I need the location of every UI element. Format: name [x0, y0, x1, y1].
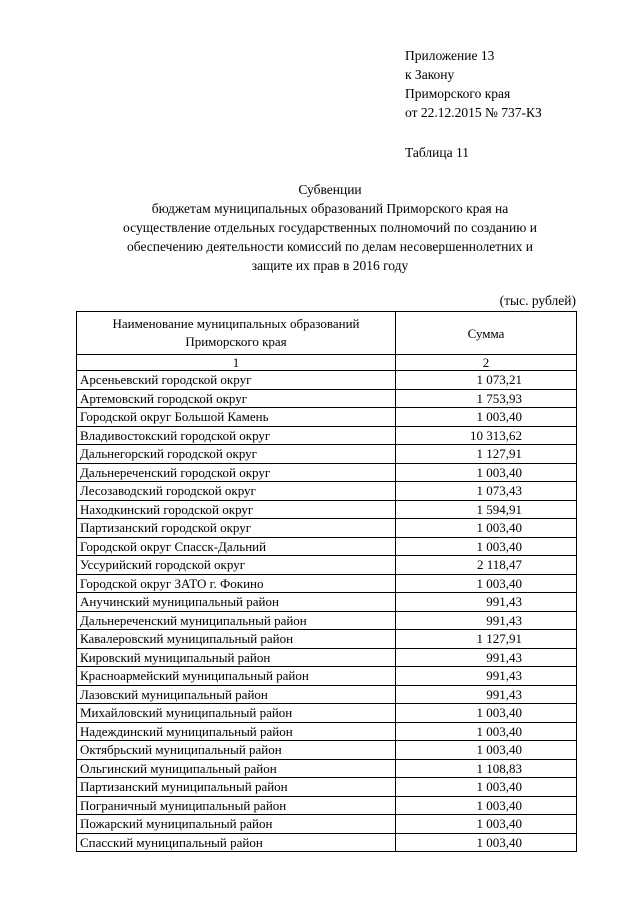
table-row — [77, 408, 577, 427]
column-number-1: 1 — [77, 355, 396, 371]
document-title — [80, 180, 580, 275]
municipality-name: Партизанский муниципальный район — [77, 778, 396, 797]
municipality-name: Пожарский муниципальный район — [77, 815, 396, 834]
municipality-name: Уссурийский городской округ — [77, 556, 396, 575]
municipality-name: Лесозаводский городской округ — [77, 482, 396, 501]
units-label: (тыс. рублей) — [499, 293, 576, 308]
subsidy-amount: 1 003,40 — [396, 408, 577, 427]
municipality-name: Спасский муниципальный район — [77, 833, 396, 852]
subsidy-amount: 1 073,21 — [396, 371, 577, 390]
municipality-name: Городской округ Большой Камень — [77, 408, 396, 427]
table-row — [77, 741, 577, 760]
subsidy-amount: 1 073,43 — [396, 482, 577, 501]
subsidy-table — [76, 311, 577, 852]
municipality-name: Кавалеровский муниципальный район — [77, 630, 396, 649]
title-line-1: Субвенции — [298, 182, 362, 197]
table-row — [77, 519, 577, 538]
subsidy-amount: 991,43 — [396, 611, 577, 630]
municipality-name: Михайловский муниципальный район — [77, 704, 396, 723]
subsidy-amount: 1 753,93 — [396, 389, 577, 408]
municipality-name: Артемовский городской округ — [77, 389, 396, 408]
subsidy-amount: 1 003,40 — [396, 741, 577, 760]
subsidy-amount: 1 003,40 — [396, 463, 577, 482]
table-row — [77, 371, 577, 390]
municipality-name: Надеждинский муниципальный район — [77, 722, 396, 741]
table-body — [77, 371, 577, 852]
table-row — [77, 722, 577, 741]
municipality-name: Красноармейский муниципальный район — [77, 667, 396, 686]
subsidy-amount: 1 003,40 — [396, 815, 577, 834]
appendix-region: Приморского края — [405, 86, 511, 101]
table-row — [77, 574, 577, 593]
subsidy-amount: 1 003,40 — [396, 796, 577, 815]
table-row — [77, 833, 577, 852]
table-row — [77, 500, 577, 519]
municipality-name: Владивостокский городской округ — [77, 426, 396, 445]
appendix-header — [405, 46, 542, 122]
subsidy-amount: 1 003,40 — [396, 778, 577, 797]
municipality-name: Партизанский городской округ — [77, 519, 396, 538]
title-line-5: защите их прав в 2016 году — [251, 258, 409, 273]
table-row — [77, 389, 577, 408]
subsidy-amount: 2 118,47 — [396, 556, 577, 575]
municipality-name: Дальнереченский городской округ — [77, 463, 396, 482]
table-row — [77, 648, 577, 667]
municipality-name: Дальнереченский муниципальный район — [77, 611, 396, 630]
subsidy-amount: 1 003,40 — [396, 519, 577, 538]
municipality-name: Лазовский муниципальный район — [77, 685, 396, 704]
municipality-name: Октябрьский муниципальный район — [77, 741, 396, 760]
table-row — [77, 611, 577, 630]
column-header-sum: Сумма — [396, 312, 577, 355]
municipality-name: Арсеньевский городской округ — [77, 371, 396, 390]
subsidy-amount: 1 594,91 — [396, 500, 577, 519]
subsidy-amount: 1 127,91 — [396, 445, 577, 464]
subsidy-amount: 991,43 — [396, 648, 577, 667]
column-number-2: 2 — [396, 355, 577, 371]
title-line-2: бюджетам муниципальных образований Приморского края на — [151, 201, 509, 216]
table-row — [77, 463, 577, 482]
subsidy-amount: 10 313,62 — [396, 426, 577, 445]
subsidy-amount: 1 127,91 — [396, 630, 577, 649]
municipality-name: Находкинский городской округ — [77, 500, 396, 519]
table-row — [77, 556, 577, 575]
table-row — [77, 815, 577, 834]
title-line-4: обеспечению деятельности комиссий по делам несовершеннолетних и — [127, 239, 533, 254]
table-row — [77, 445, 577, 464]
subsidy-amount: 1 003,40 — [396, 704, 577, 723]
municipality-name: Пограничный муниципальный район — [77, 796, 396, 815]
table-row — [77, 482, 577, 501]
municipality-name: Анучинский муниципальный район — [77, 593, 396, 612]
subsidy-amount: 1 003,40 — [396, 574, 577, 593]
subsidy-amount: 991,43 — [396, 685, 577, 704]
appendix-law: к Закону — [405, 67, 455, 82]
table-row — [77, 685, 577, 704]
subsidy-amount: 991,43 — [396, 667, 577, 686]
subsidy-amount: 1 003,40 — [396, 722, 577, 741]
table-row — [77, 537, 577, 556]
table-row — [77, 778, 577, 797]
title-line-3: осуществление отдельных государственных полномочий по созданию и — [123, 220, 537, 235]
subsidy-amount: 1 003,40 — [396, 833, 577, 852]
municipality-name: Ольгинский муниципальный район — [77, 759, 396, 778]
table-row — [77, 796, 577, 815]
table-row — [77, 426, 577, 445]
municipality-name: Кировский муниципальный район — [77, 648, 396, 667]
table-header-row — [77, 312, 577, 355]
table-row — [77, 759, 577, 778]
column-number-row — [77, 355, 577, 371]
municipality-name: Дальнегорский городской округ — [77, 445, 396, 464]
appendix-number: Приложение 13 — [405, 48, 495, 63]
table-row — [77, 667, 577, 686]
table-row — [77, 593, 577, 612]
appendix-date: от 22.12.2015 № 737-КЗ — [405, 105, 542, 120]
subsidy-amount: 991,43 — [396, 593, 577, 612]
table-row — [77, 630, 577, 649]
subsidy-amount: 1 108,83 — [396, 759, 577, 778]
table-row — [77, 704, 577, 723]
table-number: Таблица 11 — [405, 145, 469, 160]
subsidy-amount: 1 003,40 — [396, 537, 577, 556]
municipality-name: Городской округ ЗАТО г. Фокино — [77, 574, 396, 593]
column-header-name: Наименование муниципальных образований Приморского края — [77, 312, 396, 355]
municipality-name: Городской округ Спасск-Дальний — [77, 537, 396, 556]
